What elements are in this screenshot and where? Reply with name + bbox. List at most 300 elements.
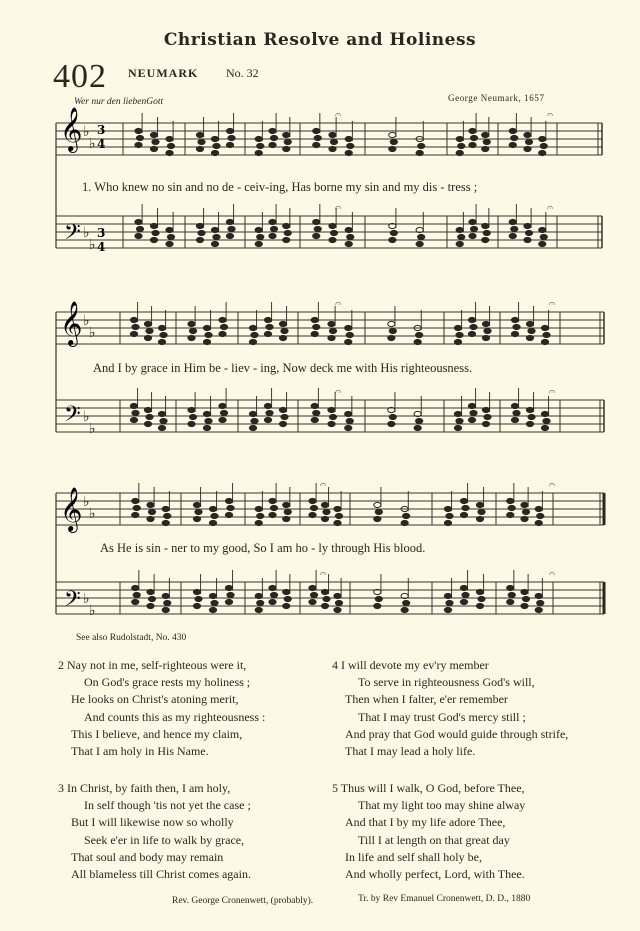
note-head (311, 331, 318, 336)
note-head (198, 139, 205, 144)
stanza-line: That soul and body may remain (71, 849, 224, 864)
note-head (522, 596, 529, 601)
stanza-line: Then when I falter, e'er remember (345, 692, 508, 707)
note-head (541, 325, 548, 330)
note-head (220, 324, 227, 329)
note-head (456, 332, 463, 337)
note-head (482, 407, 489, 412)
note-head (269, 585, 276, 590)
note-head (483, 139, 490, 144)
note-head (195, 509, 202, 514)
flat-sign: ♭ (83, 494, 90, 510)
note-head (507, 585, 514, 590)
note-head (228, 226, 235, 231)
note-head (484, 328, 491, 333)
flat-sign: ♭ (83, 124, 90, 140)
stanza-number: 2 (58, 658, 64, 672)
note-head (309, 599, 316, 604)
note-head (313, 142, 320, 147)
stanza-line: And that I by my life adore Thee, (345, 815, 506, 830)
note-head (509, 233, 516, 238)
note-head (196, 237, 203, 242)
stanza-line: In self though 'tis not yet the case ; (84, 798, 251, 813)
flat-sign: ♭ (89, 506, 96, 522)
note-head (211, 150, 218, 155)
fermata: 𝄐 (320, 478, 327, 491)
note-head (540, 234, 547, 239)
note-head (483, 230, 490, 235)
fermata: 𝄐 (335, 201, 342, 214)
note-head (130, 331, 137, 336)
translator-credit: Tr. by Rev Emanuel Cronenwett, D. D., 1880 (358, 894, 531, 904)
note-head (150, 132, 157, 137)
stanza-line: He looks on Christ's atoning merit, (71, 692, 239, 707)
note-head (160, 418, 167, 423)
note-head (321, 603, 328, 608)
note-head (144, 335, 151, 340)
note-head (456, 136, 463, 141)
flat-sign: ♭ (83, 225, 90, 241)
note-head (456, 227, 463, 232)
stanza-line: Thus will I walk, O God, before Thee, (340, 781, 525, 795)
note-head (225, 498, 232, 503)
note-head (328, 421, 335, 426)
note-head (458, 143, 465, 148)
flat-sign: ♭ (89, 237, 96, 253)
note-head (539, 150, 546, 155)
note-head (205, 332, 212, 337)
note-head (535, 593, 542, 598)
note-head (522, 509, 529, 514)
note-head (203, 425, 210, 430)
note-head (219, 417, 226, 422)
note-head (225, 585, 232, 590)
note-head (346, 332, 353, 337)
note-head (507, 512, 514, 517)
note-head (537, 513, 544, 518)
note-head (521, 516, 528, 521)
note-head (526, 335, 533, 340)
note-head (225, 599, 232, 604)
flat-sign: ♭ (83, 313, 90, 329)
note-head (257, 143, 264, 148)
note-head (482, 421, 489, 426)
note-head (203, 325, 210, 330)
note-head (146, 328, 153, 333)
note-head (535, 607, 542, 612)
note-head (225, 512, 232, 517)
note-head (136, 226, 143, 231)
note-head (135, 128, 142, 133)
note-head (454, 425, 461, 430)
note-head (539, 227, 546, 232)
note-head (416, 418, 423, 423)
note-head (345, 325, 352, 330)
note-head (539, 136, 546, 141)
flat-sign: ♭ (89, 136, 96, 152)
note-head (511, 135, 518, 140)
note-head (521, 589, 528, 594)
note-head (251, 418, 258, 423)
note-head (160, 332, 167, 337)
note-head (374, 516, 381, 521)
note-head (270, 592, 277, 597)
note-head (444, 520, 451, 525)
note-head (164, 600, 171, 605)
note-head (389, 328, 396, 333)
stanza-line: But I will likewise now so wholly (71, 815, 234, 830)
note-head (249, 425, 256, 430)
note-head (310, 592, 317, 597)
note-head (270, 226, 277, 231)
note-head (255, 593, 262, 598)
note-head (264, 317, 271, 322)
note-head (460, 498, 467, 503)
note-head (133, 505, 140, 510)
note-head (188, 321, 195, 326)
note-head (269, 233, 276, 238)
note-head (403, 600, 410, 605)
note-head (150, 237, 157, 242)
note-head (329, 414, 336, 419)
stanza-5 (332, 780, 525, 883)
note-head (283, 237, 290, 242)
note-head (390, 230, 397, 235)
note-head (541, 339, 548, 344)
note-head (193, 589, 200, 594)
note-head (329, 146, 336, 151)
note-head (270, 135, 277, 140)
note-head (132, 512, 139, 517)
note-head (416, 241, 423, 246)
note-head (162, 520, 169, 525)
treble-clef-1: 𝄞 (60, 107, 83, 151)
note-head (314, 135, 321, 140)
fermata: 𝄐 (320, 567, 327, 580)
note-head (146, 414, 153, 419)
note-head (166, 227, 173, 232)
note-head (188, 407, 195, 412)
note-head (375, 596, 382, 601)
note-head (323, 509, 330, 514)
note-head (310, 505, 317, 510)
note-head (345, 150, 352, 155)
note-head (469, 233, 476, 238)
note-head (249, 325, 256, 330)
note-head (345, 425, 352, 430)
note-head (526, 321, 533, 326)
note-head (482, 223, 489, 228)
note-head (269, 142, 276, 147)
note-head (521, 502, 528, 507)
note-head (148, 509, 155, 514)
note-head (509, 128, 516, 133)
note-head (148, 596, 155, 601)
stanza-number: 4 (332, 658, 338, 672)
note-head (525, 139, 532, 144)
note-head (524, 223, 531, 228)
note-head (328, 321, 335, 326)
note-head (414, 425, 421, 430)
note-head (541, 411, 548, 416)
flat-sign: ♭ (83, 591, 90, 607)
note-head (158, 339, 165, 344)
note-head (329, 237, 336, 242)
note-head (511, 317, 518, 322)
note-head (195, 596, 202, 601)
note-head (478, 509, 485, 514)
note-head (152, 230, 159, 235)
note-head (345, 227, 352, 232)
note-head (388, 335, 395, 340)
note-head (444, 593, 451, 598)
note-head (255, 241, 262, 246)
note-head (130, 403, 137, 408)
note-head (309, 498, 316, 503)
note-head (528, 328, 535, 333)
see-also-note: See also Rudolstadt, No. 430 (76, 633, 187, 643)
german-first-line: Wer nur den liebenGott (74, 97, 164, 107)
note-head (321, 589, 328, 594)
note-head (257, 234, 264, 239)
note-head (509, 219, 516, 224)
note-head (144, 407, 151, 412)
note-head (203, 339, 210, 344)
note-head (528, 414, 535, 419)
note-head (388, 321, 395, 326)
note-head (313, 128, 320, 133)
note-head (470, 324, 477, 329)
stanza-line: Seek e'er in life to walk by grace, (84, 832, 245, 847)
lyric-line-3: As He is sin - ner to my good, So I am ho - ly through His blood. (100, 541, 426, 555)
note-head (468, 331, 475, 336)
flat-sign: ♭ (89, 603, 96, 619)
note-head (470, 226, 477, 231)
note-head (468, 403, 475, 408)
note-head (345, 339, 352, 344)
note-head (226, 142, 233, 147)
note-head (213, 143, 220, 148)
fermata: 𝄐 (549, 478, 556, 491)
note-head (255, 506, 262, 511)
note-head (311, 403, 318, 408)
note-head (203, 411, 210, 416)
note-head (418, 143, 425, 148)
note-head (211, 136, 218, 141)
note-head (209, 520, 216, 525)
stanza-line: On God's grace rests my holiness ; (84, 675, 251, 690)
note-head (211, 513, 218, 518)
note-head (144, 321, 151, 326)
stanza-line: And wholly perfect, Lord, with Thee. (345, 867, 525, 882)
note-head (284, 509, 291, 514)
note-head (266, 324, 273, 329)
note-head (521, 603, 528, 608)
note-head (133, 592, 140, 597)
note-head (135, 233, 142, 238)
note-head (283, 132, 290, 137)
note-head (414, 339, 421, 344)
note-head (460, 599, 467, 604)
stanza-4 (332, 657, 568, 760)
note-head (374, 603, 381, 608)
lyric-line-2: And I by grace in Him be - liev - ing, Now deck me with His righteousness. (93, 361, 473, 375)
note-head (198, 230, 205, 235)
note-head (196, 132, 203, 137)
note-head (279, 421, 286, 426)
note-head (220, 410, 227, 415)
note-head (482, 132, 489, 137)
note-head (328, 407, 335, 412)
time-sig-top-treble: 3 (97, 123, 106, 137)
note-head (166, 241, 173, 246)
note-head (281, 328, 288, 333)
stanza-line: That I may trust God's mercy still ; (358, 709, 526, 724)
note-head (162, 607, 169, 612)
note-head (535, 506, 542, 511)
note-head (482, 335, 489, 340)
hymn-number: 402 (53, 58, 107, 95)
note-head (144, 421, 151, 426)
note-head (132, 410, 139, 415)
tune-number: No. 32 (226, 66, 259, 80)
note-head (446, 513, 453, 518)
note-head (469, 142, 476, 147)
note-head (211, 227, 218, 232)
note-head (444, 607, 451, 612)
note-head (135, 219, 142, 224)
flat-sign: ♭ (83, 409, 90, 425)
note-head (226, 233, 233, 238)
note-head (525, 230, 532, 235)
note-head (345, 241, 352, 246)
flat-sign: ♭ (89, 325, 96, 341)
note-head (389, 132, 396, 137)
note-head (162, 506, 169, 511)
note-head (228, 135, 235, 140)
note-head (470, 135, 477, 140)
note-head (468, 317, 475, 322)
note-head (476, 603, 483, 608)
note-head (535, 520, 542, 525)
composer-credit: George Neumark, 1657 (448, 93, 545, 103)
note-head (257, 513, 264, 518)
note-head (313, 324, 320, 329)
note-head (257, 600, 264, 605)
note-head (255, 607, 262, 612)
note-head (313, 410, 320, 415)
note-head (313, 219, 320, 224)
note-head (309, 512, 316, 517)
note-head (541, 425, 548, 430)
note-head (219, 403, 226, 408)
note-head (508, 592, 515, 597)
note-head (188, 421, 195, 426)
note-head (189, 414, 196, 419)
note-head (188, 335, 195, 340)
note-head (446, 600, 453, 605)
note-head (158, 325, 165, 330)
note-head (135, 142, 142, 147)
note-head (279, 335, 286, 340)
note-head (335, 513, 342, 518)
note-head (330, 230, 337, 235)
note-head (334, 607, 341, 612)
note-head (166, 136, 173, 141)
note-head (255, 136, 262, 141)
note-head (460, 512, 467, 517)
note-head (469, 219, 476, 224)
stanza-line: Nay not in me, self-righteous were it, (67, 658, 247, 672)
note-head (524, 132, 531, 137)
treble-clef-3: 𝄞 (60, 487, 83, 531)
note-head (196, 223, 203, 228)
note-head (444, 506, 451, 511)
note-head (389, 414, 396, 419)
note-head (147, 516, 154, 521)
note-head (213, 234, 220, 239)
note-head (167, 143, 174, 148)
note-head (269, 219, 276, 224)
note-head (205, 418, 212, 423)
note-head (334, 520, 341, 525)
time-sig-bottom-bass: 4 (97, 240, 106, 254)
bass-clef-3: 𝄢 (64, 587, 81, 617)
time-sig-bottom-treble: 4 (97, 137, 106, 151)
note-head (209, 593, 216, 598)
note-head (226, 219, 233, 224)
note-head (283, 589, 290, 594)
stanza-line: All blameless till Christ comes again. (71, 867, 251, 882)
note-head (189, 328, 196, 333)
note-head (264, 331, 271, 336)
note-head (456, 241, 463, 246)
note-head (345, 136, 352, 141)
author-credit: Rev. George Cronenwett, (probably). (172, 896, 314, 906)
stanza-2 (58, 657, 265, 760)
note-head (526, 421, 533, 426)
note-head (255, 520, 262, 525)
note-head (279, 407, 286, 412)
note-head (389, 146, 396, 151)
note-head (330, 139, 337, 144)
note-head (284, 139, 291, 144)
note-head (328, 335, 335, 340)
stanza-line: In life and self shall holy be, (345, 849, 482, 864)
note-head (388, 421, 395, 426)
note-head (401, 520, 408, 525)
lyric-line-1: 1. Who knew no sin and no de - ceiv-ing, Has borne my sin and my dis - tress ; (82, 180, 478, 194)
note-head (269, 599, 276, 604)
note-head (539, 241, 546, 246)
note-head (209, 506, 216, 511)
note-head (513, 410, 520, 415)
note-head (158, 425, 165, 430)
note-head (279, 321, 286, 326)
stanza-line: That I am holy in His Name. (71, 744, 209, 759)
note-head (482, 146, 489, 151)
note-head (470, 410, 477, 415)
note-head (249, 339, 256, 344)
note-head (482, 237, 489, 242)
note-head (476, 589, 483, 594)
note-head (321, 502, 328, 507)
fermata: 𝄐 (549, 297, 556, 310)
note-head (507, 498, 514, 503)
note-head (130, 317, 137, 322)
note-head (401, 607, 408, 612)
note-head (255, 227, 262, 232)
